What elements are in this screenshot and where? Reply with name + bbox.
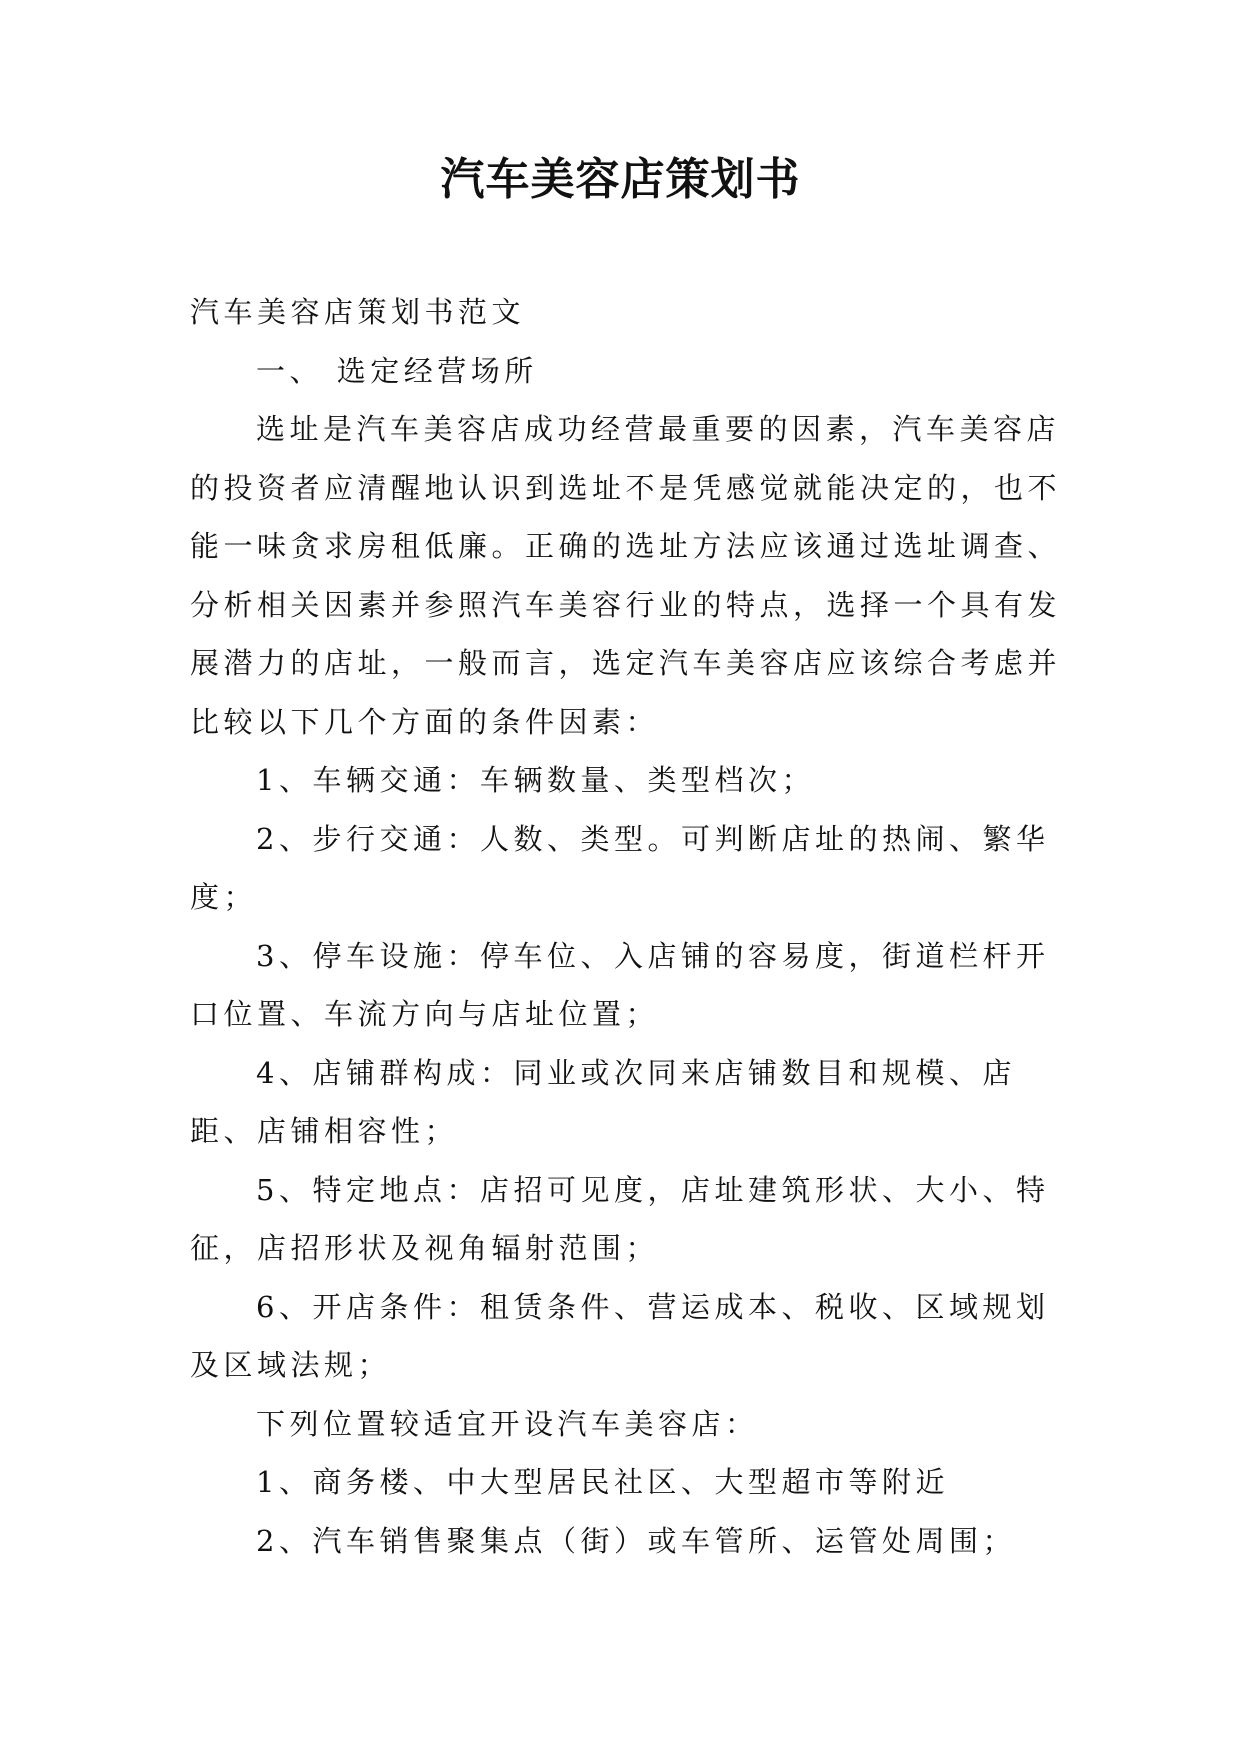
document-subtitle: 汽车美容店策划书范文 <box>190 295 526 329</box>
section-heading: 一、 选定经营场所 <box>256 353 538 388</box>
list-item-pedestrian-traffic: 2、步行交通：人数、类型。可判断店址的热闹、繁华度； <box>190 821 1050 914</box>
list-item-vehicle-traffic: 1、车辆交通：车辆数量、类型档次； <box>256 763 815 797</box>
list-item-location-2: 2、汽车销售聚集点（街）或车管所、运管处周围； <box>256 1523 1016 1558</box>
list-item-location-1: 1、商务楼、中大型居民社区、大型超市等附近 <box>256 1465 949 1499</box>
paragraph-intro: 选址是汽车美容店成功经营最重要的因素，汽车美容店的投资者应清醒地认识到选址不是凭感觉就能决定的，也不能一味贪求房租低廉。正确的选址方法应该通过选址调查、分析相关因素并参照汽车美容行业的特点，选择一个具有发展潜力的店址，一般而言，选定汽车美容店应该综合考虑并比较以下几个方面的条件因素： <box>190 412 1062 739</box>
list-item-specific-location: 5、特定地点：店招可见度，店址建筑形状、大小、特征，店招形状及视角辐射范围； <box>190 1172 1050 1265</box>
list-item-store-cluster: 4、店铺群构成：同业或次同来店铺数目和规模、店距、店铺相容性； <box>190 1055 1016 1148</box>
paragraph-suitable-locations: 下列位置较适宜开设汽车美容店： <box>256 1406 759 1441</box>
list-item-opening-conditions: 6、开店条件：租赁条件、营运成本、税收、区域规划及区域法规； <box>190 1289 1050 1382</box>
document-title: 汽车美容店策划书 <box>440 154 801 205</box>
list-item-parking: 3、停车设施：停车位、入店铺的容易度，街道栏杆开口位置、车流方向与店址位置； <box>190 938 1050 1031</box>
document-body <box>190 283 1070 1570</box>
